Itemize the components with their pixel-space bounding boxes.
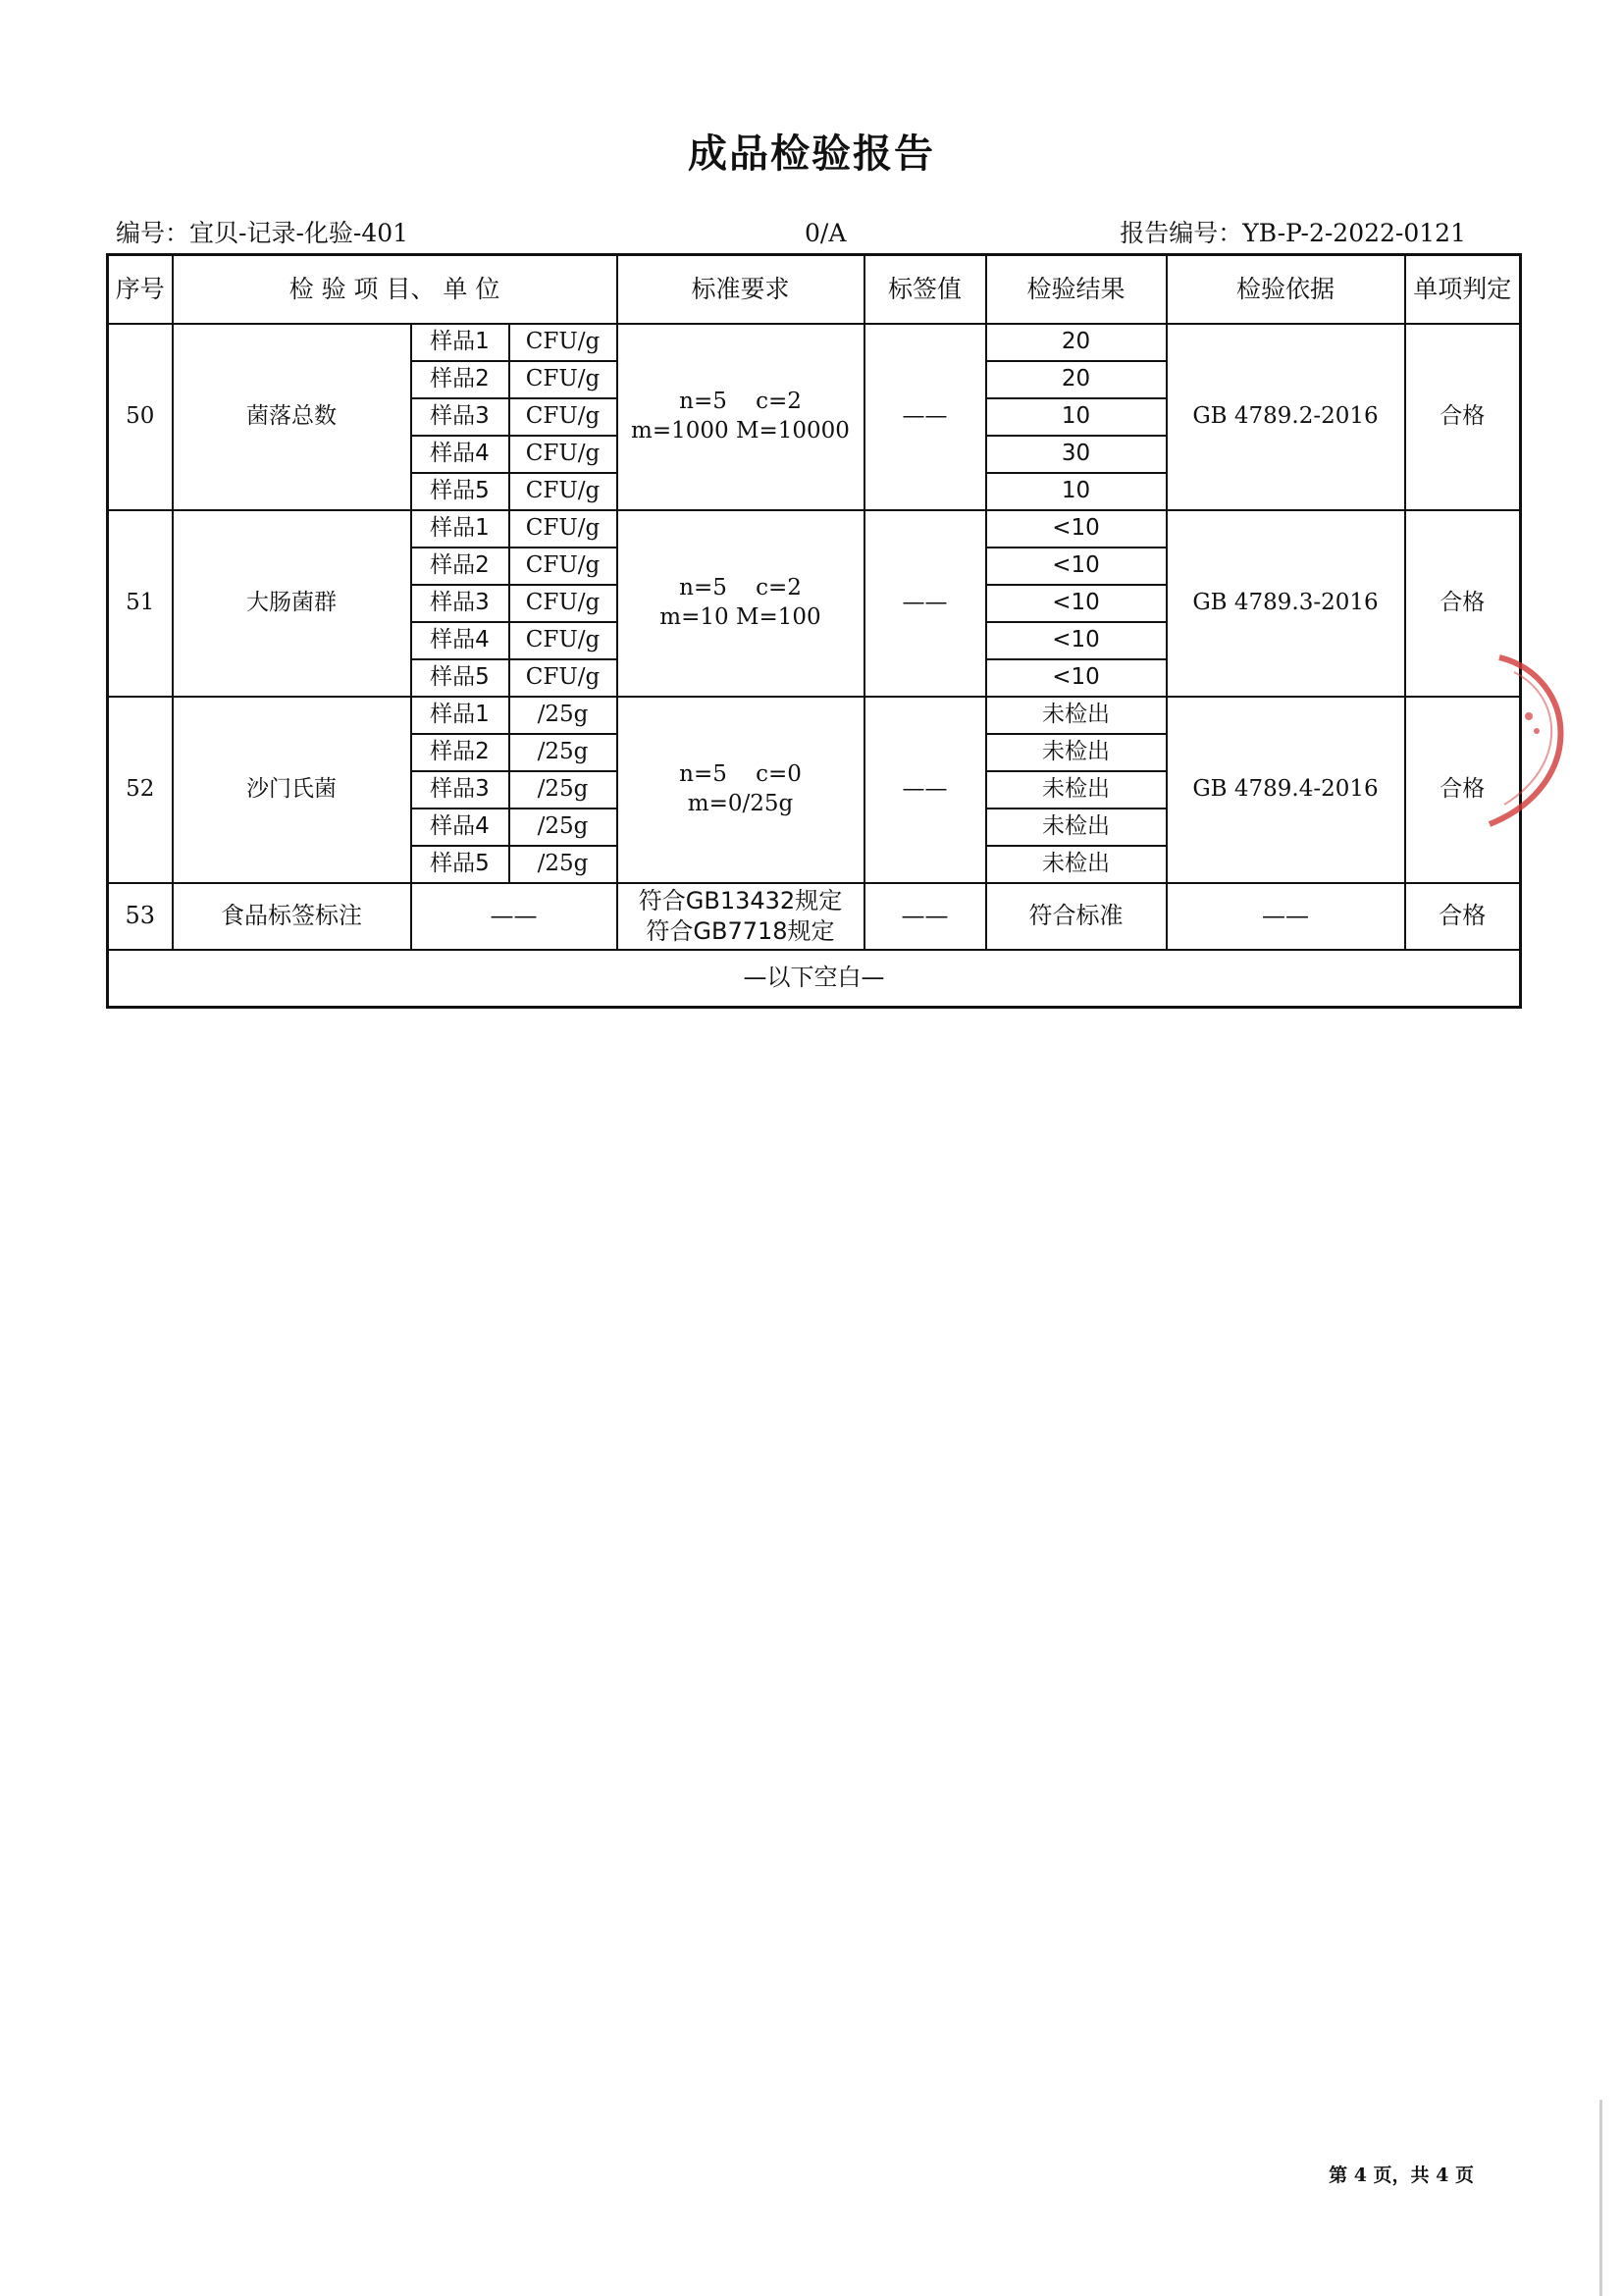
row-sample: 样品1 — [411, 510, 509, 548]
header-result: 检验结果 — [986, 255, 1167, 325]
row-result: 30 — [986, 436, 1167, 473]
report-title: 成品检验报告 — [688, 131, 935, 177]
row-standard — [617, 883, 864, 950]
row-standard — [617, 510, 864, 697]
row-standard — [617, 324, 864, 510]
row-item: 菌落总数 — [173, 324, 411, 510]
row-standard — [617, 697, 864, 883]
row-sample: 样品3 — [411, 398, 509, 436]
row-basis: GB 4789.4-2016 — [1167, 697, 1405, 883]
row-sample: 样品5 — [411, 473, 509, 510]
row-result: 未检出 — [986, 734, 1167, 771]
row-verdict: 合格 — [1405, 697, 1521, 883]
standard-line-1: n=5 c=0 — [679, 761, 802, 788]
row-result: 未检出 — [986, 697, 1167, 734]
inspection-table — [106, 253, 1522, 1009]
row-unit: /25g — [509, 734, 617, 771]
row-result: <10 — [986, 510, 1167, 548]
row-sample: 样品2 — [411, 361, 509, 398]
row-label-value: —— — [864, 510, 986, 697]
row-no: 52 — [108, 697, 173, 883]
header-item: 检 验 项 目、 单 位 — [173, 255, 617, 325]
standard-line-1: 符合GB13432规定 — [638, 886, 843, 914]
row-result: 10 — [986, 473, 1167, 510]
revision: 0/A — [805, 219, 847, 247]
blank-row — [108, 950, 1521, 1008]
row-unit: CFU/g — [509, 398, 617, 436]
row-item: 沙门氏菌 — [173, 697, 411, 883]
row-basis: GB 4789.3-2016 — [1167, 510, 1405, 697]
row-result: 未检出 — [986, 846, 1167, 883]
row-result: 未检出 — [986, 771, 1167, 809]
row-label-value: —— — [864, 883, 986, 950]
row-unit: CFU/g — [509, 324, 617, 361]
row-sample: 样品5 — [411, 846, 509, 883]
row-unit: /25g — [509, 809, 617, 846]
row-result: 20 — [986, 361, 1167, 398]
table-row — [108, 883, 1521, 950]
row-sample: 样品4 — [411, 622, 509, 659]
row-sample: 样品5 — [411, 659, 509, 697]
row-verdict: 合格 — [1405, 324, 1521, 510]
row-sample: 样品3 — [411, 585, 509, 622]
row-basis: GB 4789.2-2016 — [1167, 324, 1405, 510]
row-result: 20 — [986, 324, 1167, 361]
row-item: 食品标签标注 — [173, 883, 411, 950]
row-label-value: —— — [864, 324, 986, 510]
row-result: 未检出 — [986, 809, 1167, 846]
row-unit: CFU/g — [509, 548, 617, 585]
table-row — [108, 697, 1521, 734]
standard-line-1: n=5 c=2 — [679, 389, 802, 415]
row-unit: /25g — [509, 846, 617, 883]
header-label-value: 标签值 — [864, 255, 986, 325]
row-unit: CFU/g — [509, 361, 617, 398]
row-unit: CFU/g — [509, 622, 617, 659]
row-result: 符合标准 — [986, 883, 1167, 950]
header-basis: 检验依据 — [1167, 255, 1405, 325]
row-unit: CFU/g — [509, 659, 617, 697]
row-sample: 样品1 — [411, 697, 509, 734]
header-row — [108, 255, 1521, 325]
row-sample: 样品4 — [411, 809, 509, 846]
row-no: 53 — [108, 883, 173, 950]
standard-line-2: m=0/25g — [687, 791, 794, 816]
row-result: <10 — [986, 585, 1167, 622]
row-unit: CFU/g — [509, 510, 617, 548]
row-verdict: 合格 — [1405, 883, 1521, 950]
record-number: 编号：宜贝-记录-化验-401 — [116, 219, 409, 247]
standard-line-2: m=10 M=100 — [659, 604, 821, 630]
page-footer: 第 4 页，共 4 页 — [1329, 2165, 1474, 2186]
row-unit: /25g — [509, 771, 617, 809]
row-unit: CFU/g — [509, 473, 617, 510]
row-unit: /25g — [509, 697, 617, 734]
row-unit: CFU/g — [509, 436, 617, 473]
row-no: 50 — [108, 324, 173, 510]
row-basis: —— — [1167, 883, 1405, 950]
row-result: <10 — [986, 548, 1167, 585]
row-result: 10 — [986, 398, 1167, 436]
row-unit: —— — [411, 883, 617, 950]
table-row — [108, 324, 1521, 361]
scan-edge-line — [1599, 2100, 1602, 2296]
row-sample: 样品4 — [411, 436, 509, 473]
standard-line-2: 符合GB7718规定 — [646, 917, 835, 945]
blank-note: —以下空白— — [108, 950, 1521, 1008]
official-seal-stamp — [1470, 638, 1588, 834]
row-result: <10 — [986, 659, 1167, 697]
standard-line-2: m=1000 M=10000 — [631, 418, 850, 444]
row-unit: CFU/g — [509, 585, 617, 622]
row-no: 51 — [108, 510, 173, 697]
row-label-value: —— — [864, 697, 986, 883]
row-sample: 样品2 — [411, 548, 509, 585]
standard-line-1: n=5 c=2 — [679, 575, 802, 601]
row-sample: 样品3 — [411, 771, 509, 809]
report-number: 报告编号：YB-P-2-2022-0121 — [1120, 219, 1466, 247]
table-row — [108, 510, 1521, 548]
row-result: <10 — [986, 622, 1167, 659]
row-verdict: 合格 — [1405, 510, 1521, 697]
row-item: 大肠菌群 — [173, 510, 411, 697]
row-sample: 样品2 — [411, 734, 509, 771]
row-sample: 样品1 — [411, 324, 509, 361]
header-verdict: 单项判定 — [1405, 255, 1521, 325]
header-no: 序号 — [108, 255, 173, 325]
header-standard: 标准要求 — [617, 255, 864, 325]
